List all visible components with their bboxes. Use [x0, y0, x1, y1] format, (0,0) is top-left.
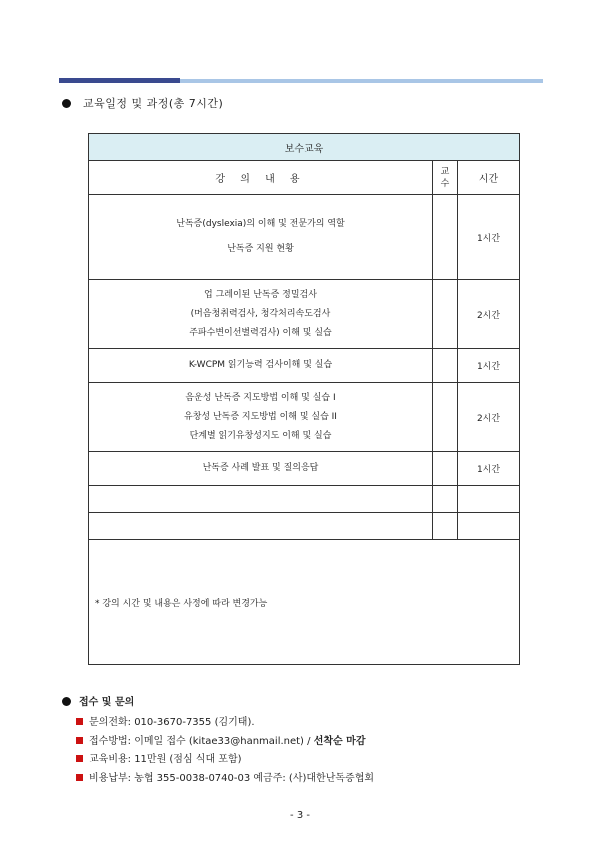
lecture-content	[89, 195, 433, 280]
red-square-icon	[76, 737, 83, 744]
instructor-cell	[433, 195, 458, 280]
table-header: 보수교육	[89, 134, 520, 161]
instructor-cell	[433, 383, 458, 452]
table-note: * 강의 시간 및 내용은 사정에 따라 변경가능	[89, 540, 520, 665]
schedule-table	[88, 133, 520, 665]
red-square-icon	[76, 774, 83, 781]
col-header-content: 강 의 내 용	[89, 161, 433, 195]
lecture-line: 난독증(dyslexia)의 이해 및 전문가의 역할	[176, 219, 345, 229]
lecture-line: K-WCPM 읽기능력 검사이해 및 실습	[188, 360, 333, 370]
time-cell: 2시간	[458, 280, 520, 349]
bullet-icon	[62, 99, 71, 108]
lecture-content	[89, 452, 433, 486]
lecture-line: 주파수변이선별력검사) 이해 및 실습	[189, 327, 332, 338]
col-header-time: 시간	[458, 161, 520, 195]
header-bar-dark	[59, 78, 180, 83]
table-row	[89, 195, 520, 280]
contact-title: 접수 및 문의	[62, 693, 374, 708]
lecture-content	[89, 383, 433, 452]
time-cell: 1시간	[458, 195, 520, 280]
lecture-line: (머음청취력검사, 청각처리속도검사	[190, 308, 331, 319]
table-row	[89, 349, 520, 383]
red-square-icon	[76, 755, 83, 762]
table-row	[89, 452, 520, 486]
section-title: 교육일정 및 과정(총 7시간)	[62, 95, 223, 111]
bullet-icon	[62, 697, 71, 706]
contact-item: 비용납부: 농협 355-0038-0740-03 예금주: (사)대한난독증협회	[76, 770, 374, 789]
table-row	[89, 383, 520, 452]
instructor-cell	[433, 349, 458, 383]
instructor-cell	[433, 452, 458, 486]
contact-item: 문의전화: 010-3670-7355 (김기태).	[76, 714, 374, 733]
header-bar-light	[180, 79, 543, 83]
contact-item: 교육비용: 11만원 (점심 식대 포함)	[76, 751, 374, 770]
col-header-instructor: 교수	[433, 161, 458, 195]
lecture-line: 난독증 지원 현황	[227, 244, 294, 254]
page-number: - 3 -	[290, 810, 310, 821]
lecture-line: 난독증 사례 발표 및 질의응답	[202, 463, 319, 473]
time-cell: 1시간	[458, 452, 520, 486]
time-cell: 1시간	[458, 349, 520, 383]
lecture-line: 단계별 읽기유창성지도 이해 및 실습	[189, 430, 332, 441]
lecture-content	[89, 349, 433, 383]
time-cell: 2시간	[458, 383, 520, 452]
contact-item: 접수방법: 이메일 접수 (kitae33@hanmail.net) / 선착순 마감	[76, 733, 374, 752]
instructor-cell	[433, 280, 458, 349]
lecture-line: 업 그레이된 난독증 정밀검사	[204, 289, 317, 300]
contact-list	[76, 714, 374, 788]
table-row-empty	[89, 513, 520, 540]
red-square-icon	[76, 718, 83, 725]
lecture-line: 음운성 난독증 지도방법 이해 및 실습 I	[185, 392, 336, 403]
lecture-content	[89, 280, 433, 349]
table-row	[89, 280, 520, 349]
table-row-empty	[89, 486, 520, 513]
lecture-line: 유창성 난독증 지도방법 이해 및 실습 II	[184, 411, 337, 422]
contact-section	[62, 693, 374, 788]
